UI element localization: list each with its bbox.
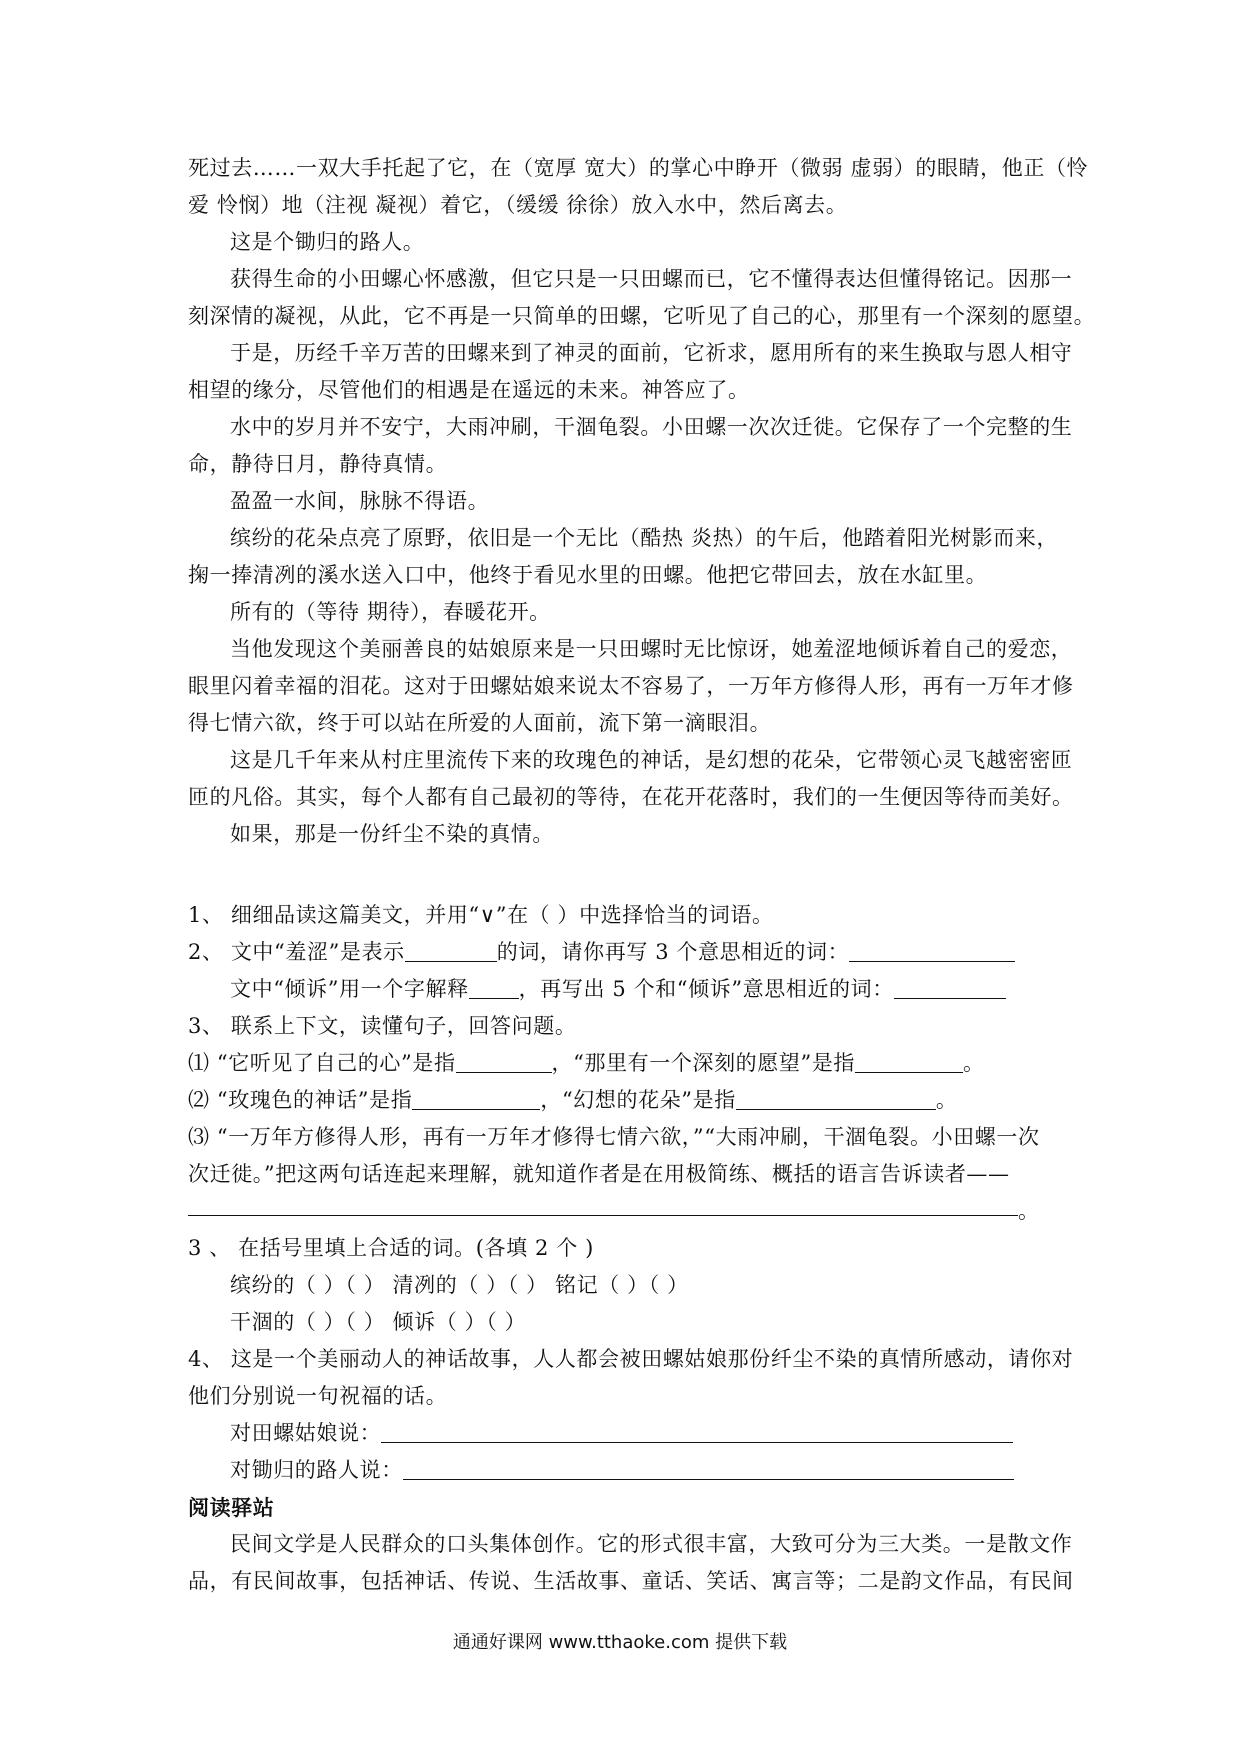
question-4-1 [188,1415,1064,1452]
question-3-2 [188,1082,1064,1119]
passage-line: 如果，那是一份纤尘不染的真情。 [230,822,554,846]
question-4: 他们分别说一句祝福的话。 [188,1384,448,1408]
question-text: ⑵ “玫瑰色的神话”是指 [188,1088,413,1112]
question-3b: 3 、 在括号里填上合适的词。(各填 2 个 ) [188,1236,594,1260]
question-text: 。 [963,1051,985,1075]
passage-line: 这是几千年来从村庄里流传下来的玫瑰色的神话，是幻想的花朵，它带领心灵飞越密密匝 [230,748,1073,772]
passage-line: 获得生命的小田螺心怀感激，但它只是一只田螺而已，它不懂得表达但懂得铭记。因那一 [230,267,1073,291]
question-3-3: ⑶ “一万年方修得人形，再有一万年才修得七情六欲，”“大雨冲刷，干涸龟裂。小田螺一次 [188,1125,1040,1149]
passage-line: 死过去……一双大手托起了它，在（宽厚 宽大）的掌心中睁开（微弱 虚弱）的眼睛，他正（怜 [188,156,1089,180]
question-text: 。 [1018,1199,1040,1223]
question-4-2 [188,1452,1064,1489]
passage-line: 匝的凡俗。其实，每个人都有自己最初的等待，在花开花落时，我们的一生便因等待而美好。 [188,785,1074,809]
passage-line: 当他发现这个美丽善良的姑娘原来是一只田螺时无比惊讶，她羞涩地倾诉着自己的爱恋， [230,637,1073,661]
question-1: 1、 细细品读这篇美文，并用“∨”在（ ）中选择恰当的词语。 [188,903,774,927]
document-page [188,150,1096,1600]
question-2b [188,971,1064,1008]
question-3-1 [188,1045,1064,1082]
passage [188,150,1096,853]
page-footer: 通通好课网 www.tthaoke.com 提供下载 [452,1632,788,1653]
questions [188,897,1074,1489]
passage-line: 于是，历经千辛万苦的田螺来到了神灵的面前，它祈求，愿用所有的来生换取与恩人相守 [230,341,1073,365]
passage-line: 相望的缘分，尽管他们的相遇是在遥远的未来。神答应了。 [188,378,750,402]
passage-line: 这是个锄归的路人。 [230,230,425,254]
answer-blank[interactable] [736,1087,936,1110]
question-4: 4、 这是一个美丽动人的神话故事，人人都会被田螺姑娘那份纤尘不染的真情所感动，请你对 [188,1347,1074,1371]
answer-blank[interactable] [381,1420,1013,1443]
answer-blank[interactable] [849,939,1015,962]
passage-line: 爱 怜悯）地（注视 凝视）着它，（缓缓 徐徐）放入水中，然后离去。 [188,193,848,217]
passage-line: 盈盈一水间，脉脉不得语。 [230,489,490,513]
answer-blank[interactable] [188,1214,1018,1216]
fill-row-1[interactable]: 缤纷的（ ）（ ） 清冽的（ ）（ ） 铭记（ ）（ ） [230,1273,689,1297]
passage-line: 掬一捧清冽的溪水送入口中，他终于看见水里的田螺。他把它带回去，放在水缸里。 [188,563,988,587]
passage-line: 所有的（等待 期待），春暖花开。 [230,600,551,624]
passage-line: 得七情六欲，终于可以站在所爱的人面前，流下第一滴眼泪。 [188,711,772,735]
question-text: 2、 文中“羞涩”是表示 [188,940,405,964]
question-3-3: 次迁徙。”把这两句话连起来理解，就知道作者是在用极简练、概括的语言告诉读者—— [188,1162,1010,1186]
question-3: 3、 联系上下文，读懂句子，回答问题。 [188,1014,577,1038]
section-heading: 阅读驿站 [188,1495,275,1520]
passage-line: 刻深情的凝视，从此，它不再是一只简单的田螺，它听见了自己的心，那里有一个深刻的愿望。 [188,304,1096,328]
passage-line: 水中的岁月并不安宁，大雨冲刷，干涸龟裂。小田螺一次次迁徙。它保存了一个完整的生 [230,415,1073,439]
answer-blank[interactable] [469,976,519,999]
question-text: 的词，请你再写 3 个意思相近的词： [496,940,850,964]
spacer [188,853,1064,897]
fill-row-2[interactable]: 干涸的（ ）（ ） 倾诉（ ）（ ） [230,1310,527,1334]
question-3-3-answer [188,1193,1064,1230]
question-2a [188,934,1064,971]
question-text: ，“那里有一个深刻的愿望”是指 [551,1051,856,1075]
question-text: ⑴ “它听见了自己的心”是指 [188,1051,456,1075]
question-text: ，再写出 5 个和“倾诉”意思相近的词： [518,977,894,1001]
passage-line: 缤纷的花朵点亮了原野，依旧是一个无比（酷热 炎热）的午后，他踏着阳光树影而来， [230,526,1059,550]
answer-blank[interactable] [405,939,497,962]
answer-blank[interactable] [412,1087,540,1110]
question-text: 对锄归的路人说： [230,1458,403,1482]
question-text: ，“幻想的花朵”是指 [540,1088,736,1112]
passage-line: 命，静待日月，静待真情。 [188,452,448,476]
answer-blank[interactable] [403,1457,1014,1480]
question-text: 对田螺姑娘说： [230,1421,382,1445]
question-text: 文中“倾诉”用一个字解释 [230,977,469,1001]
section-line: 品，有民间故事，包括神话、传说、生活故事、童话、笑话、寓言等；二是韵文作品，有民间 [188,1569,1074,1593]
answer-blank[interactable] [456,1050,552,1073]
answer-blank[interactable] [894,976,1006,999]
passage-line: 眼里闪着幸福的泪花。这对于田螺姑娘来说太不容易了，一万年方修得人形，再有一万年才修 [188,674,1074,698]
section-line: 民间文学是人民群众的口头集体创作。它的形式很丰富，大致可分为三大类。一是散文作 [230,1532,1073,1556]
question-text: 。 [935,1088,958,1112]
answer-blank[interactable] [855,1050,963,1073]
